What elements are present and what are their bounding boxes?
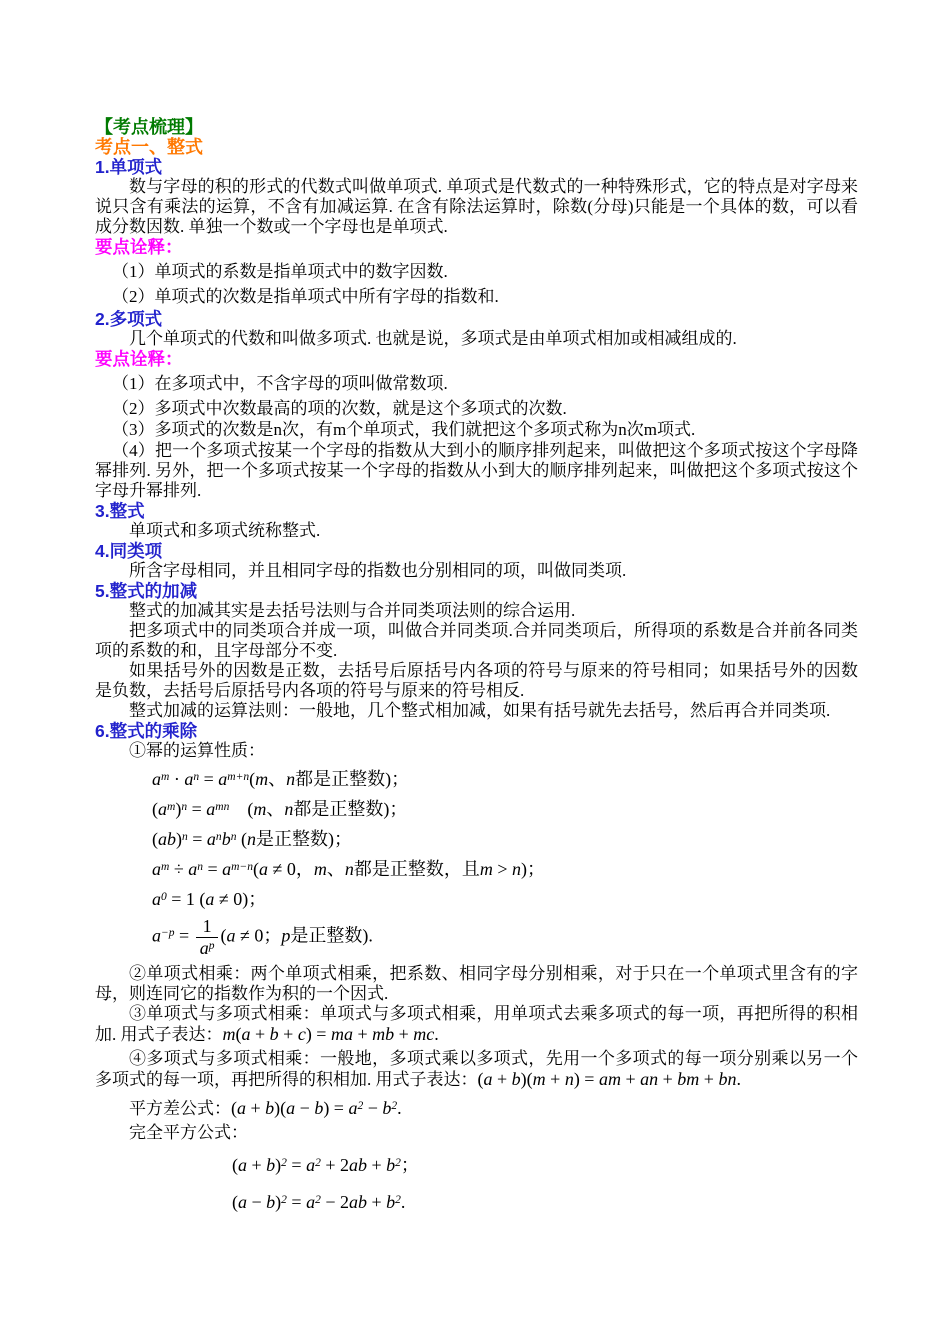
- section2-note-item-3: （3）多项式的次数是n次，有m个单项式，我们就把这个多项式称为n次m项式.: [112, 420, 696, 439]
- polynomial-times-polynomial-text: ④多项式与多项式相乘：一般地，多项式乘以多项式，先用一个多项式的每一项分别乘以另一个多项式的每一项，再把所得的积相加. 用式子表达：: [95, 1048, 858, 1089]
- difference-of-squares-paragraph: [95, 1098, 858, 1119]
- section2-heading-polynomial: 2.多项式: [95, 309, 163, 329]
- formula-perfect-square-difference: $(a - b)^2 = a^2 - 2ab + b^2$.: [232, 1191, 406, 1212]
- formula-polynomial-times-polynomial: (a + b)(m + n) = am + an + bm + bn.: [477, 1068, 741, 1089]
- formula-quotient-of-powers: $a^m \div a^n = a^{m-n}(a \ne 0$，m、n都是正整数，且m > n)；: [152, 859, 546, 879]
- section1-note-item-2: （2）单项式的次数是指单项式中所有字母的指数和.: [112, 287, 499, 306]
- power-rules-label: ①幂的运算性质：: [129, 741, 265, 760]
- section2-note-item-4: （4）把一个多项式按某一个字母的指数从大到小的顺序排列起来，叫做把这个多项式按这个字母降幂排列. 另外，把一个多项式按某一个字母的指数从小到大的顺序排列起来，叫做把这个多项式按这个字母升幂排列.: [95, 441, 858, 500]
- section3-heading-integral-expression: 3.整式: [95, 501, 145, 521]
- section4-heading-like-terms: 4.同类项: [95, 541, 163, 561]
- section1-note-heading: 要点诠释：: [95, 237, 183, 257]
- integral-expression-definition-paragraph: 单项式和多项式统称整式.: [129, 521, 321, 540]
- outline-heading: 【考点梳理】: [95, 117, 203, 137]
- like-terms-definition-paragraph: 所含字母相同，并且相同字母的指数也分别相同的项，叫做同类项.: [129, 561, 627, 580]
- section1-heading-monomial: 1.单项式: [95, 157, 163, 177]
- section6-heading-multiply-divide: 6.整式的乘除: [95, 721, 198, 741]
- add-subtract-paragraph-2: 把多项式中的同类项合并成一项，叫做合并同类项.合并同类项后，所得项的系数是合并前各同类项的系数的和，且字母部分不变.: [95, 621, 858, 660]
- formula-zero-exponent: $a^0 = 1$ (a ≠ 0)；: [152, 889, 267, 909]
- add-subtract-paragraph-3: 如果括号外的因数是正数，去括号后原括号内各项的符号与原来的符号相同；如果括号外的因数是负数，去括号后原括号内各项的符号与原来的符号相反.: [95, 661, 858, 700]
- perfect-square-label: 完全平方公式：: [129, 1122, 248, 1142]
- document-content: [95, 117, 858, 1214]
- formula-product-of-powers: $a^m \cdot a^n = a^{m+n}(m$、n都是正整数)；: [152, 769, 410, 789]
- section5-heading-add-subtract: 5.整式的加减: [95, 581, 198, 601]
- topic-heading: 考点一、整式: [95, 137, 203, 157]
- section2-note-item-2: （2）多项式中次数最高的项的次数，就是这个多项式的次数.: [112, 399, 567, 418]
- polynomial-definition-paragraph: 几个单项式的代数和叫做多项式. 也就是说，多项式是由单项式相加或相减组成的.: [129, 329, 737, 348]
- formula-power-of-a-product: $(ab)^n = a^nb^n$ (n是正整数)；: [152, 829, 352, 849]
- polynomial-times-polynomial-paragraph: [95, 1049, 858, 1090]
- formula-monomial-times-polynomial: m(a + b + c) = ma + mb + mc.: [222, 1023, 439, 1044]
- add-subtract-paragraph-4: 整式加减的运算法则：一般地，几个整式相加减，如果有括号就先去括号，然后再合并同类项.: [129, 701, 831, 720]
- monomial-definition-paragraph: 数与字母的积的形式的代数式叫做单项式. 单项式是代数式的一种特殊形式，它的特点是对字母来说只含有乘法的运算，不含有加减运算. 在含有除法运算时，除数(分母)只能是一个具体的数，可以看成分数因数. 单独一个数或一个字母也是单项式.: [95, 177, 858, 236]
- monomial-times-monomial-paragraph: ②单项式相乘：两个单项式相乘，把系数、相同字母分别相乘，对于只在一个单项式里含有的字母，则连同它的指数作为积的一个因式.: [95, 963, 858, 1003]
- section1-note-item-1: （1）单项式的系数是指单项式中的数字因数.: [112, 262, 448, 281]
- formula-difference-of-squares: $(a + b)(a - b) = a^2 - b^2$.: [231, 1097, 402, 1118]
- add-subtract-paragraph-1: 整式的加减其实是去括号法则与合并同类项法则的综合运用.: [129, 601, 576, 620]
- formula-perfect-square-sum: $(a + b)^2 = a^2 + 2ab + b^2$；: [232, 1154, 419, 1175]
- section2-note-heading: 要点诠释：: [95, 349, 183, 369]
- difference-of-squares-label: 平方差公式：: [129, 1098, 231, 1118]
- monomial-times-polynomial-text: ③单项式与多项式相乘：单项式与多项式相乘，用单项式去乘多项式的每一项，再把所得的积相加. 用式子表达：: [95, 1003, 858, 1044]
- formula-power-of-a-power: $(a^m)^n = a^{mn}$ (m、n都是正整数)；: [152, 799, 408, 819]
- section2-note-item-1: （1）在多项式中，不含字母的项叫做常数项.: [112, 374, 448, 393]
- formula-negative-exponent: $a^{-p}$ = $\frac{1}{a^p}$ (a ≠ 0；p是正整数).: [152, 916, 373, 958]
- monomial-times-polynomial-paragraph: [95, 1004, 858, 1045]
